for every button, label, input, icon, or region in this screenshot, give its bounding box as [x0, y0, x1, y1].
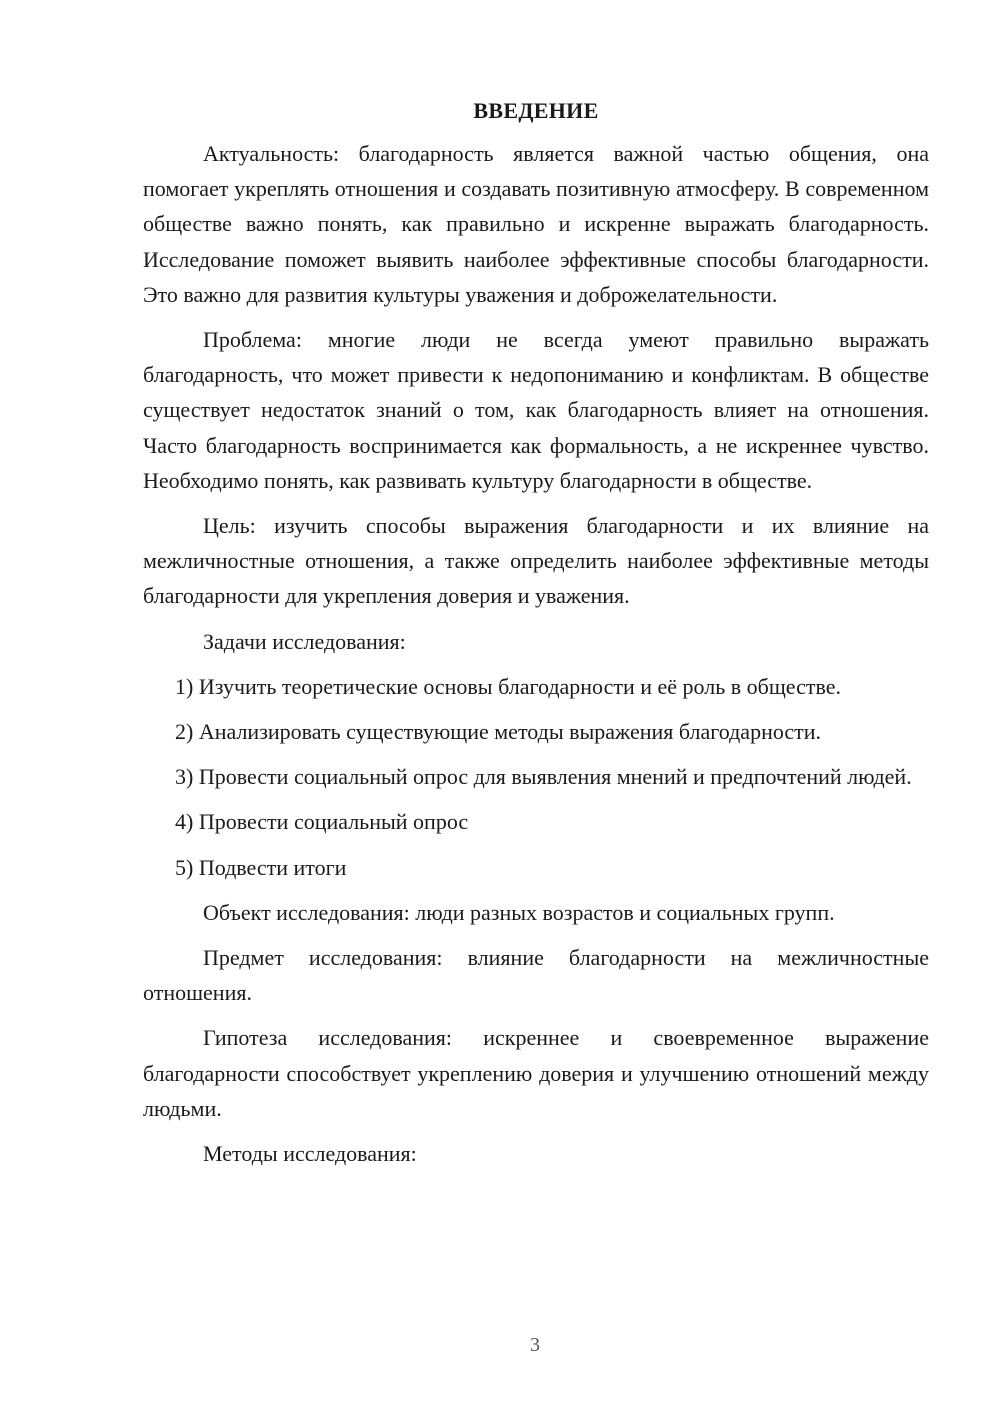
- tasks-heading: Задачи исследования:: [203, 628, 406, 654]
- problem-paragraph: Проблема: многие люди не всегда умеют правильно выражать благодарность, что может привести к недопониманию и конфликтам. В обществе существует недостаток знаний о том, как благодарность влияет на отношения. Часто благодарность воспринимается как формальность, а не искреннее чувство. Необходимо понять, как развивать культуру благодарности в обществе.: [143, 327, 929, 493]
- task-item-3: 3) Провести социальный опрос для выявления мнений и предпочтений людей.: [175, 764, 912, 790]
- goal-paragraph: Цель: изучить способы выражения благодарности и их влияние на межличностные отношения, а также определить наиболее эффективные методы благодарности для укрепления доверия и уважения.: [143, 513, 929, 609]
- task-item-4: 4) Провести социальный опрос: [175, 809, 469, 835]
- page-title: ВВЕДЕНИЕ: [473, 98, 599, 123]
- task-item-1: 1) Изучить теоретические основы благодарности и её роль в обществе.: [175, 673, 842, 699]
- object-paragraph: Объект исследования: люди разных возрастов и социальных групп.: [203, 899, 835, 925]
- document-page: [143, 96, 929, 1181]
- methods-heading: Методы исследования:: [203, 1141, 417, 1167]
- relevance-paragraph: Актуальность: благодарность является важной частью общения, она помогает укреплять отношения и создавать позитивную атмосферу. В современном обществе важно понять, как правильно и искренне выражать благодарность. Исследование поможет выявить наиболее эффективные способы благодарности. Это важно для развития культуры уважения и доброжелательности.: [143, 141, 929, 307]
- subject-paragraph: Предмет исследования: влияние благодарности на межличностные отношения.: [143, 945, 929, 1006]
- page-number: 3: [530, 1334, 540, 1356]
- hypothesis-paragraph: Гипотеза исследования: искреннее и своевременное выражение благодарности способствует укреплению доверия и улучшению отношений между людьми.: [143, 1025, 929, 1121]
- task-item-2: 2) Анализировать существующие методы выражения благодарности.: [175, 719, 822, 745]
- task-item-5: 5) Подвести итоги: [175, 854, 347, 880]
